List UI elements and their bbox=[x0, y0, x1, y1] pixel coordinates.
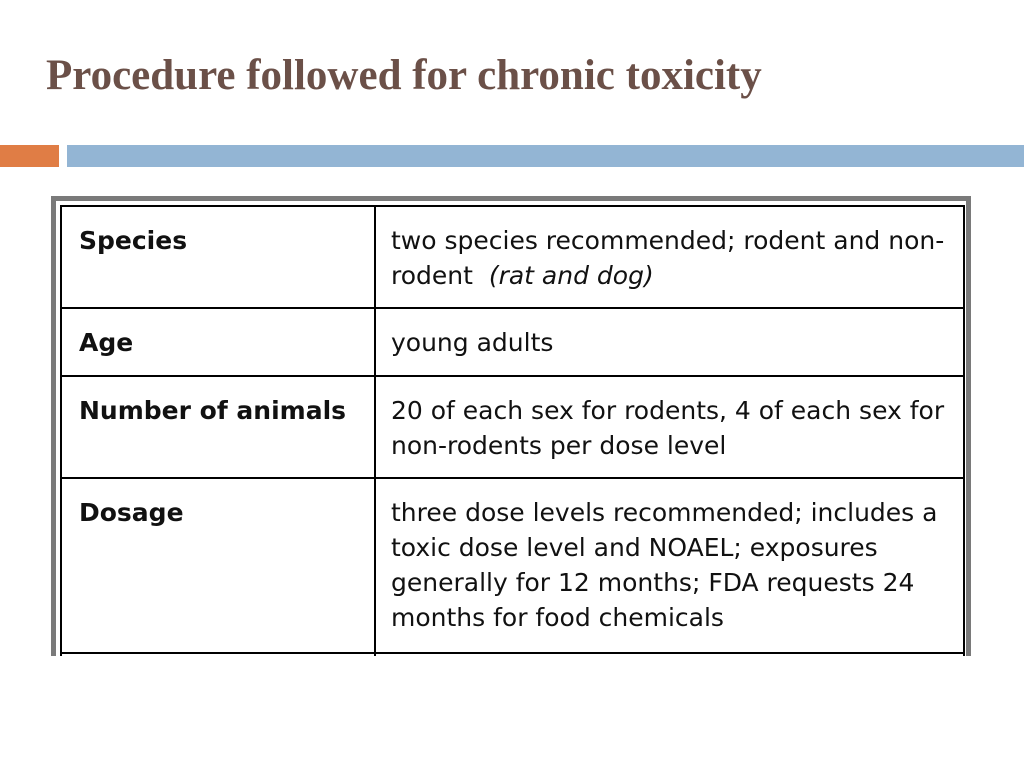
row-label: Species bbox=[61, 206, 375, 308]
accent-bar-orange bbox=[0, 145, 59, 167]
slide-title: Procedure followed for chronic toxicity bbox=[46, 52, 762, 99]
table-row-age bbox=[61, 308, 964, 376]
table-row-number-of-animals bbox=[61, 376, 964, 478]
table-row-cropped bbox=[61, 653, 964, 656]
row-value-text: two species recommended; rodent and non-rodent bbox=[391, 226, 945, 290]
row-value: young adults bbox=[375, 308, 964, 376]
row-label: Age bbox=[61, 308, 375, 376]
row-value: three dose levels recommended; includes a toxic dose level and NOAEL; exposures generally for 12 months; FDA requests 24 months for food chemicals bbox=[375, 478, 964, 653]
procedure-table bbox=[60, 205, 965, 656]
row-value: 20 of each sex for rodents, 4 of each sex for non-rodents per dose level bbox=[375, 376, 964, 478]
table-image-frame bbox=[51, 196, 971, 656]
accent-bar-blue bbox=[67, 145, 1024, 167]
row-value-italic: (rat and dog) bbox=[488, 261, 654, 290]
row-value bbox=[375, 206, 964, 308]
row-label-empty bbox=[61, 653, 375, 656]
table-row-species bbox=[61, 206, 964, 308]
table-row-dosage bbox=[61, 478, 964, 653]
row-value-empty bbox=[375, 653, 964, 656]
row-label: Dosage bbox=[61, 478, 375, 653]
row-label: Number of animals bbox=[61, 376, 375, 478]
